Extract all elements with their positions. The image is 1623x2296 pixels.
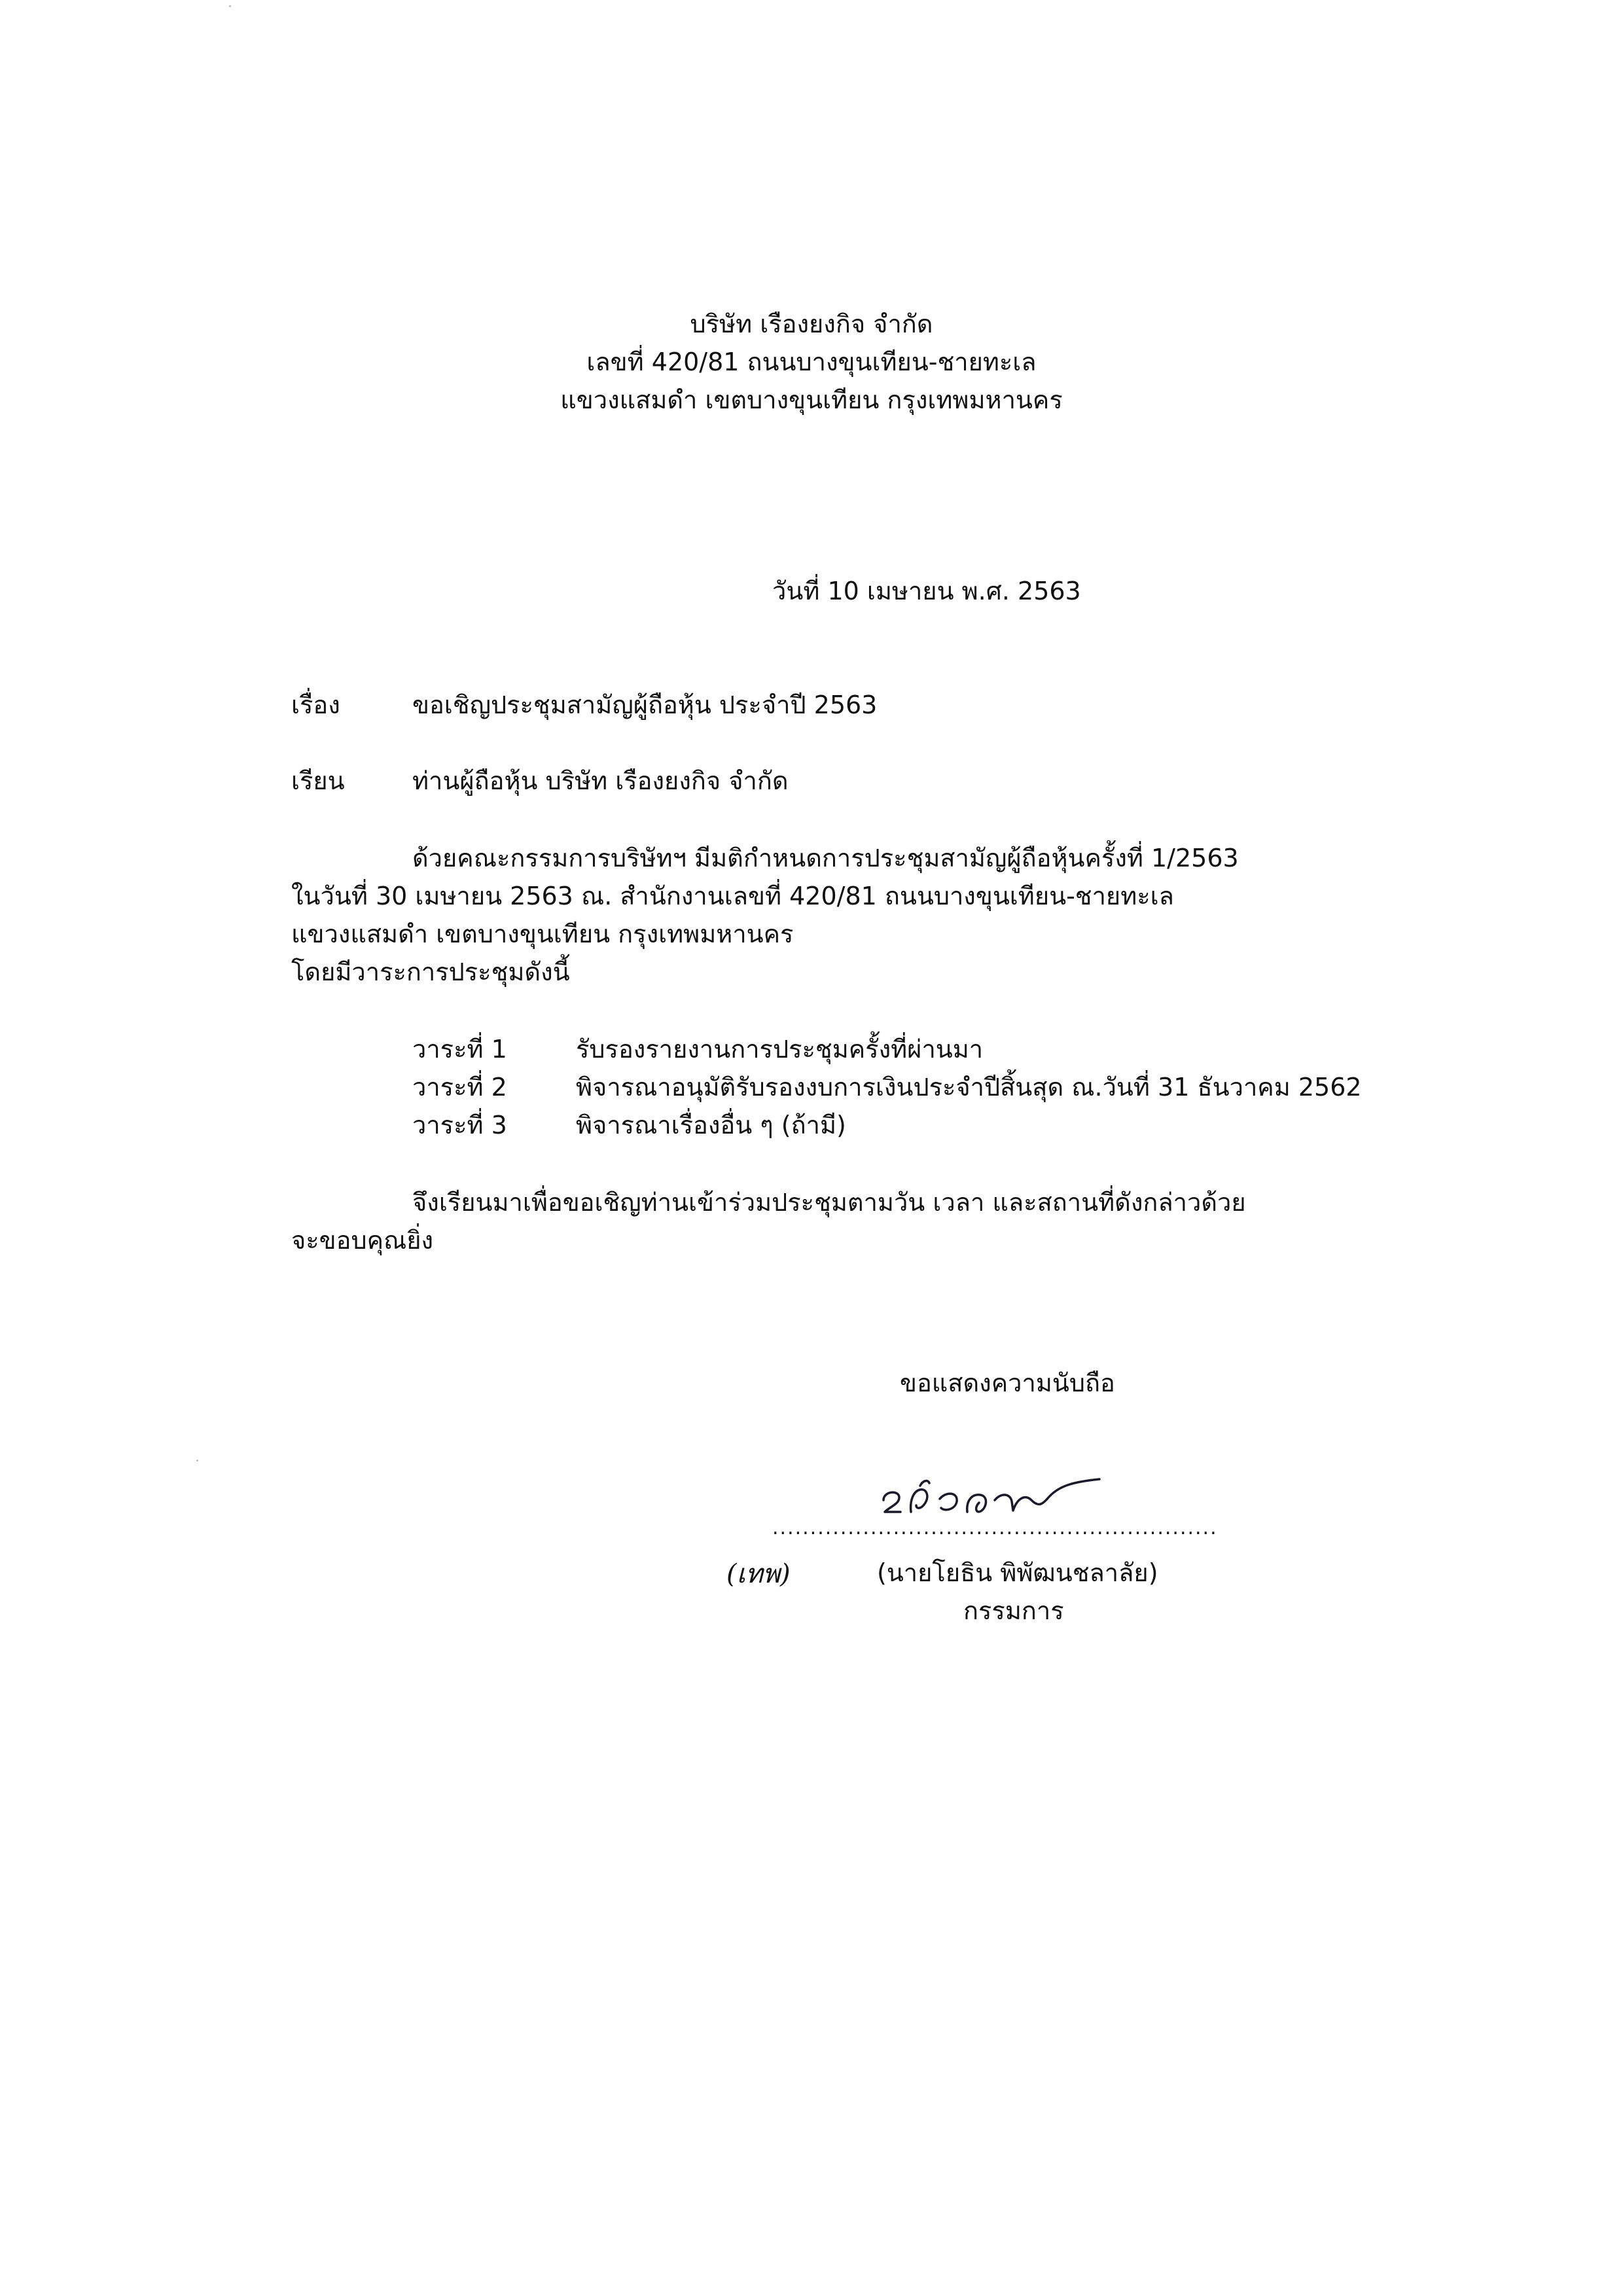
closing-line-1: จึงเรียนมาเพื่อขอเชิญท่านเข้าร่วมประชุมตามวัน เวลา และสถานที่ดังกล่าวด้วย [412,1188,1246,1217]
closing-line-2: จะขอบคุณยิ่ง [291,1226,434,1255]
scan-speck [196,1460,198,1462]
agenda-text-3: พิจารณาเรื่องอื่น ๆ (ถ้ามี) [576,1111,846,1139]
signatory-title: กรรมการ [963,1596,1064,1625]
agenda-text-1: รับรองรายงานการประชุมครั้งที่ผ่านมา [576,1035,984,1064]
subject-text: ขอเชิญประชุมสามัญผู้ถือหุ้น ประจำปี 2563 [412,691,878,719]
agenda-label-3: วาระที่ 3 [412,1111,507,1139]
body-line-2: ในวันที่ 30 เมษายน 2563 ณ. สำนักงานเลขที่ 420/81 ถนนบางขุนเทียน-ชายทะเล [291,882,1174,910]
company-address-line2: แขวงแสมดำ เขตบางขุนเทียน กรุงเทพมหานคร [560,386,1063,414]
letter-date: วันที่ 10 เมษายน พ.ศ. 2563 [772,577,1081,605]
body-line-1: ด้วยคณะกรรมการบริษัทฯ มีมติกำหนดการประชุมสามัญผู้ถือหุ้นครั้งที่ 1/2563 [412,844,1239,872]
regards-text: ขอแสดงความนับถือ [900,1369,1115,1397]
body-line-4: โดยมีวาระการประชุมดังนี้ [291,958,570,986]
agenda-label-1: วาระที่ 1 [412,1035,507,1064]
signatory-name: (นายโยธิน พิพัฒนชลาลัย) [877,1558,1158,1587]
recipient-label: เรียน [291,766,345,795]
body-line-3: แขวงแสมดำ เขตบางขุนเทียน กรุงเทพมหานคร [291,920,794,948]
agenda-text-2: พิจารณาอนุมัติรับรองงบการเงินประจำปีสิ้นสุด ณ.วันที่ 31 ธันวาคม 2562 [576,1073,1362,1102]
agenda-label-2: วาระที่ 2 [412,1073,507,1102]
company-name: บริษัท เรืองยงกิจ จำกัด [690,310,933,338]
scan-speck [229,5,231,7]
recipient-text: ท่านผู้ถือหุ้น บริษัท เรืองยงกิจ จำกัด [412,766,789,795]
signature-line: ........................................................... [772,1516,1218,1539]
handwritten-note: (เทพ) [726,1559,791,1589]
subject-label: เรื่อง [291,691,340,719]
company-address-line1: เลขที่ 420/81 ถนนบางขุนเทียน-ชายทะเล [586,348,1037,376]
